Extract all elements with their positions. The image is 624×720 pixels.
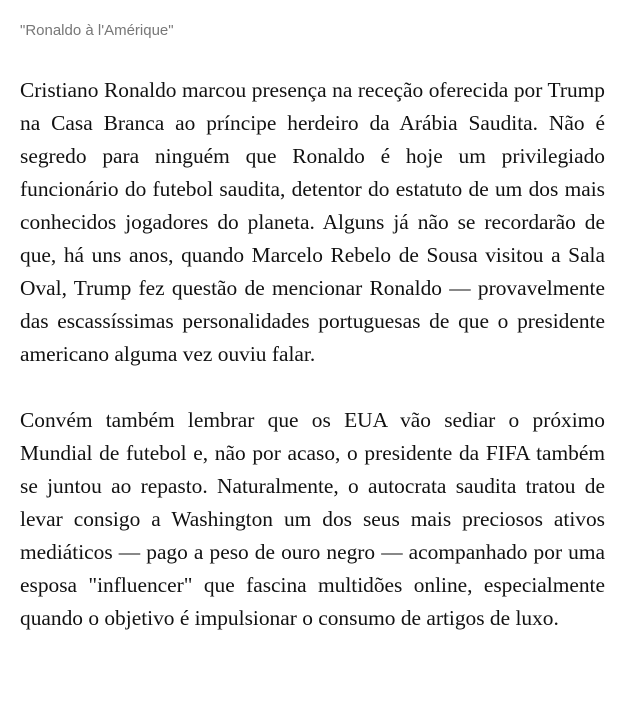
article-paragraph-1: Cristiano Ronaldo marcou presença na receção oferecida por Trump na Casa Branca ao príncipe herdeiro da Arábia Saudita. Não é segredo para ninguém que Ronaldo é hoje um privilegiado funcionário do futebol saudita, detentor do estatuto de um dos mais conhecidos jogadores do planeta. Alguns já não se recordarão de que, há uns anos, quando Marcelo Rebelo de Sousa visitou a Sala Oval, Trump fez questão de mencionar Ronaldo — provavelmente das escassíssimas personalidades portuguesas de que o presidente americano alguma vez ouviu falar.	[20, 78, 605, 366]
article-paragraph-2: Convém também lembrar que os EUA vão sediar o próximo Mundial de futebol e, não por acaso, o presidente da FIFA também se juntou ao repasto. Naturalmente, o autocrata saudita tratou de levar consigo a Washington um dos seus mais preciosos ativos mediáticos — pago a peso de ouro negro — acompanhado por uma esposa "influencer" que fascina multidões online, especialmente quando o objetivo é impulsionar o consumo de artigos de luxo.	[20, 408, 605, 630]
image-caption: "Ronaldo à l'Amérique"	[20, 22, 174, 39]
article	[20, 0, 605, 635]
